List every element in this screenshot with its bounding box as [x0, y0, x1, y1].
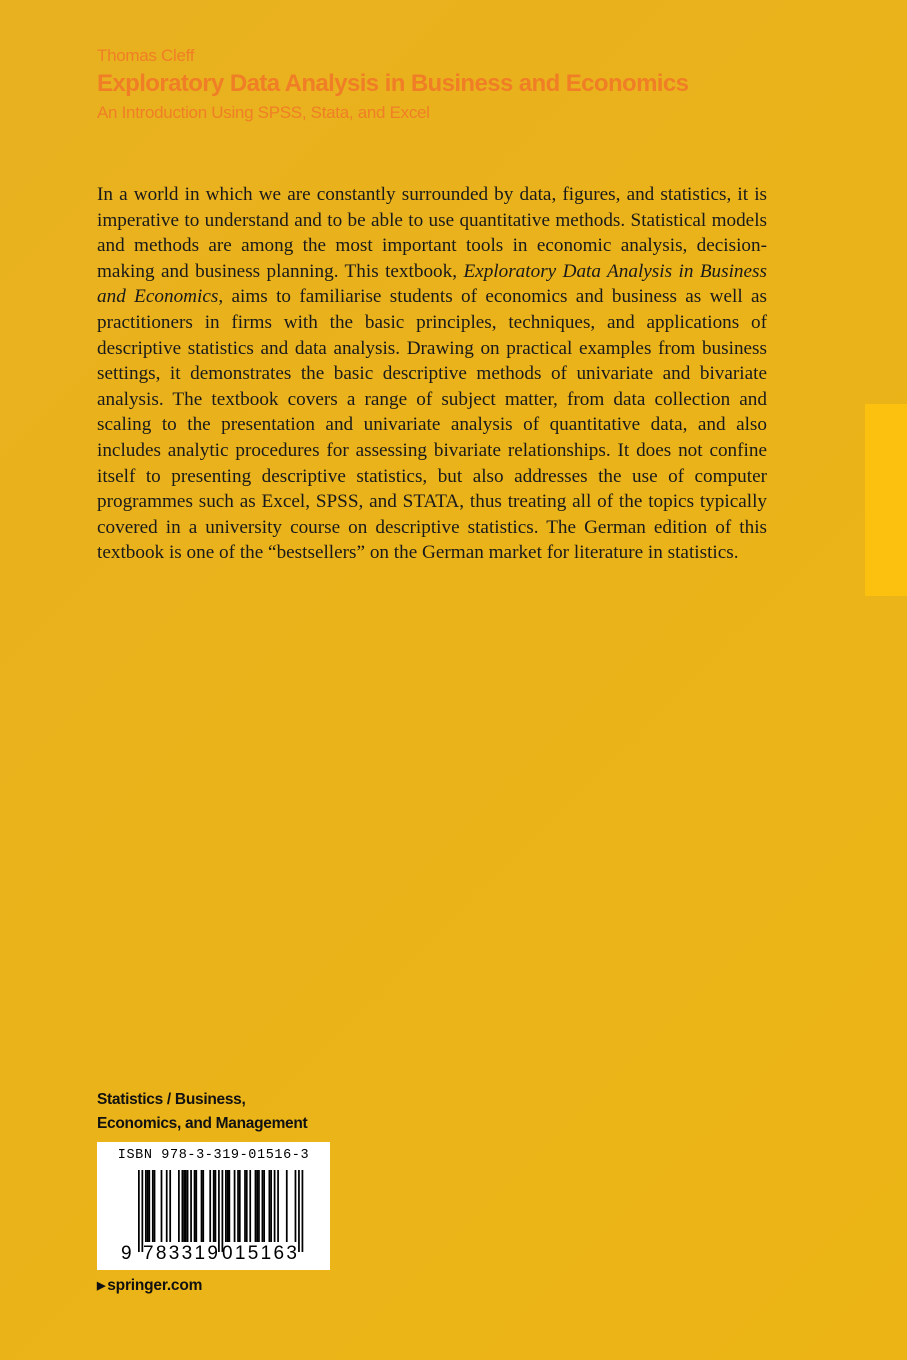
springer-link[interactable]: [97, 1274, 202, 1298]
barcode-bar: [213, 1170, 215, 1242]
barcode-bar: [145, 1170, 147, 1242]
barcode-bar: [286, 1170, 288, 1242]
springer-link-label: springer.com: [107, 1277, 203, 1294]
barcode-bar: [255, 1170, 257, 1242]
cover-header: [97, 44, 857, 126]
barcode-guard-bar: [141, 1170, 143, 1252]
barcode-guard-bar: [138, 1170, 140, 1252]
barcode-bar: [182, 1170, 184, 1242]
book-title: Exploratory Data Analysis in Business and Economics: [97, 70, 689, 97]
barcode-bar: [225, 1170, 227, 1242]
isbn-barcode: [97, 1142, 330, 1270]
barcode-bar: [187, 1170, 189, 1242]
barcode-bar: [277, 1170, 279, 1242]
barcode-bar: [263, 1170, 265, 1242]
category-line-2: Economics, and Management: [97, 1115, 308, 1132]
barcode-bar: [183, 1170, 185, 1242]
barcode-bar: [234, 1170, 236, 1242]
barcode-bar: [161, 1170, 163, 1242]
barcode-bar: [169, 1170, 171, 1242]
barcode-bar: [244, 1170, 246, 1242]
barcode-bar: [190, 1170, 192, 1242]
barcode-bar: [295, 1170, 297, 1242]
barcode-bar: [201, 1170, 203, 1242]
side-color-tab: [865, 404, 907, 596]
barcode-bar: [237, 1170, 239, 1242]
blurb-text: [97, 182, 767, 566]
barcode-bar: [194, 1170, 196, 1242]
book-subtitle: An Introduction Using SPSS, Stata, and Excel: [97, 103, 430, 122]
barcode-bar: [239, 1170, 241, 1242]
barcode-guard-bar: [302, 1170, 304, 1252]
barcode-bar: [228, 1170, 230, 1242]
barcode-right-digits: 015163: [222, 1243, 300, 1264]
barcode-digits: [97, 1243, 330, 1267]
barcode-bar: [258, 1170, 260, 1242]
barcode-bar: [166, 1170, 168, 1242]
barcode-bar: [249, 1170, 251, 1242]
blurb-part-2: , aims to familiarise students of economics and business as well as practitioners in firms with the basic principles, techniques, and applications of descriptive statistics and data analysis. Drawing on practical examples from business settings, it demonstrates the basic descriptive methods of univariate and bivariate analysis. The textbook covers a range of subject matter, from data collection and scaling to the presentation and univariate analysis of quantitative data, and also includes analytic procedures for assessing bivariate relationships. It does not confine itself to presenting descriptive statistics, but also addresses the use of computer programmes such as Excel, SPSS, and STATA, thus treating all of the topics typically covered in a university course on descriptive statistics. The German edition of this textbook is one of the “bestsellers” on the German market for literature in statistics.: [97, 286, 767, 564]
barcode-bar: [154, 1170, 156, 1242]
barcode-bar: [262, 1170, 264, 1242]
isbn-label: ISBN 978-3-319-01516-3: [117, 1148, 310, 1163]
barcode-left-digits: 783319: [143, 1243, 221, 1264]
barcode-bar: [178, 1170, 180, 1242]
barcode-bar: [269, 1170, 271, 1242]
barcode-bar: [152, 1170, 154, 1242]
subject-category: [97, 1088, 397, 1136]
category-line-1: Statistics / Business,: [97, 1091, 246, 1108]
barcode-bar: [185, 1170, 187, 1242]
barcode-bar: [209, 1170, 211, 1242]
barcode-bar: [270, 1170, 272, 1242]
barcode-bar: [195, 1170, 197, 1242]
barcode-first-digit: 9: [121, 1243, 132, 1264]
barcode-guard-bar: [298, 1170, 300, 1252]
barcode-guard-bar: [222, 1170, 224, 1252]
author-name: Thomas Cleff: [97, 46, 195, 65]
barcode-bar: [246, 1170, 248, 1242]
barcode-guard-bar: [218, 1170, 220, 1252]
barcode-bar: [274, 1170, 276, 1242]
barcode-bar: [148, 1170, 150, 1242]
barcode-bar: [227, 1170, 229, 1242]
barcode-bar: [202, 1170, 204, 1242]
barcode-bar: [215, 1170, 217, 1242]
barcode-bar: [256, 1170, 258, 1242]
blurb-part-1: In a world in which we are constantly surrounded by data, figures, and statistics, it is imperative to understand and to be able to use quantitative methods. Statistical models and methods are among the most important tools in economic analysis, decision-making and business planning. This textbook,: [97, 184, 767, 282]
barcode-bar: [147, 1170, 149, 1242]
triangle-right-icon: ▶: [97, 1280, 106, 1292]
blurb-italic-title: Exploratory Data Analysis in Business and Economics: [97, 260, 767, 308]
